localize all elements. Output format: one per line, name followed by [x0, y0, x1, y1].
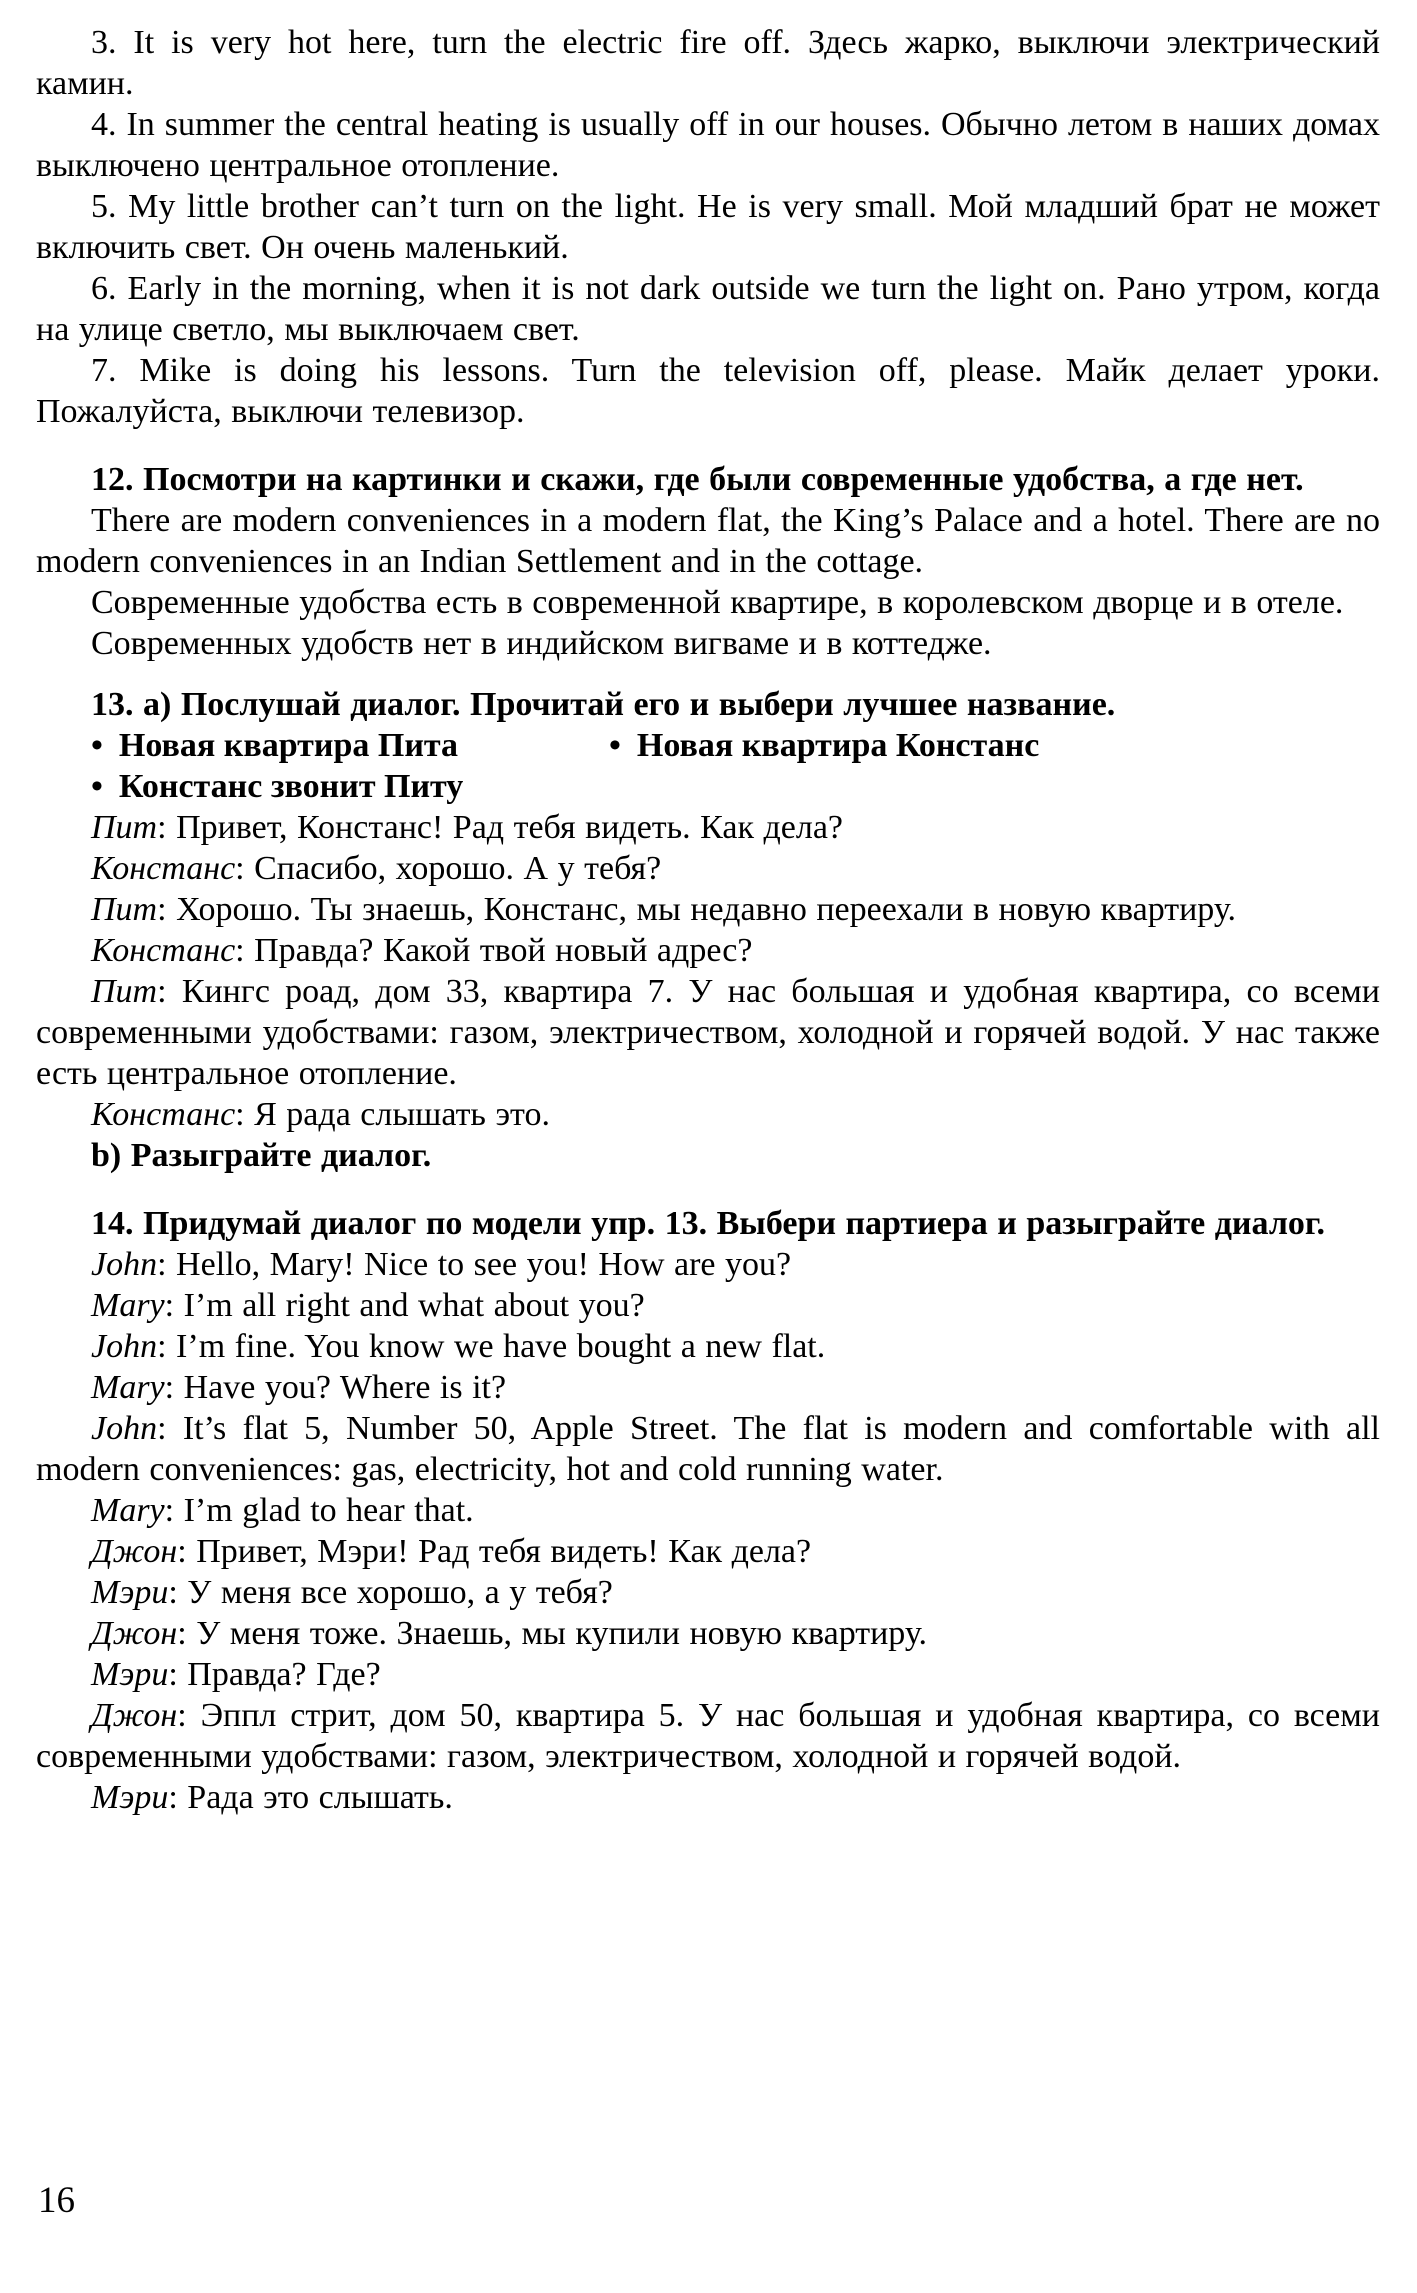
dialog-separator: : [168, 1779, 188, 1816]
dialog-line [36, 1408, 1380, 1490]
dialog-separator: : [157, 809, 177, 846]
exercise-12-heading: 12. Посмотри на картинки и скажи, где были современные удобства, а где нет. [91, 461, 1304, 498]
dialog-text: У меня тоже. Знаешь, мы купили новую квартиру. [196, 1615, 927, 1652]
dialog-text: I’m glad to hear that. [183, 1492, 474, 1529]
dialog-separator: : [164, 1287, 184, 1324]
dialog-line [36, 848, 1380, 889]
dialog-line [36, 889, 1380, 930]
page-number: 16 [38, 2180, 75, 2221]
ex12-paragraph-english: There are modern conveniences in a modern flat, the King’s Palace and a hotel. There are no modern conveniences in an Indian Settlement and in the cottage. [36, 502, 1380, 580]
dialog-separator: : [235, 932, 255, 969]
speaker-name: Мэри [91, 1574, 169, 1611]
title-option-3 [91, 766, 463, 807]
title-option-1 [91, 725, 609, 766]
dialog-separator: : [177, 1533, 197, 1570]
dialog-text: Have you? Where is it? [183, 1369, 507, 1406]
ex12-paragraph-russian-2: Современных удобств нет в индийском вигваме и в коттедже. [91, 625, 992, 662]
dialog-separator: : [157, 891, 177, 928]
dialog-text: Спасибо, хорошо. А у тебя? [254, 850, 662, 887]
exercise-item-4: 4. In summer the central heating is usually off in our houses. Обычно летом в наших домах выключено центральное отопление. [36, 106, 1380, 184]
speaker-name: Пит [91, 891, 158, 928]
speaker-name: Mary [91, 1492, 165, 1529]
dialog-separator: : [164, 1369, 184, 1406]
dialog-text: Привет, Мэри! Рад тебя видеть! Как дела? [196, 1533, 812, 1570]
title-option-1-label: Новая квартира Пита [118, 727, 459, 764]
dialog-line [36, 971, 1380, 1094]
title-option-2-label: Новая квартира Констанс [636, 727, 1040, 764]
speaker-name: Джон [91, 1697, 178, 1734]
speaker-name: Джон [91, 1533, 178, 1570]
textbook-page [36, 22, 1380, 1818]
dialog-text: I’m all right and what about you? [183, 1287, 645, 1324]
dialog-text: Hello, Mary! Nice to see you! How are you? [176, 1246, 792, 1283]
dialog-text: Эппл стрит, дом 50, квартира 5. У нас большая и удобная квартира, со всеми современными удобствами: газом, электричеством, холодной и горячей водой. [36, 1697, 1380, 1775]
title-options-row-2 [36, 766, 1380, 807]
exercise-13b-heading: b) Разыграйте диалог. [91, 1137, 432, 1174]
dialog-separator: : [157, 1328, 177, 1365]
dialog-line [36, 1094, 1380, 1135]
dialog-separator: : [177, 1697, 201, 1734]
dialog-line [36, 1777, 1380, 1818]
dialog-separator: : [168, 1656, 188, 1693]
ex12-paragraph-russian-1: Современные удобства есть в современной квартире, в королевском дворце и в отеле. [91, 584, 1344, 621]
bullet-icon: • [91, 768, 103, 805]
dialog-separator: : [164, 1492, 184, 1529]
exercise-item-3: 3. It is very hot here, turn the electric fire off. Здесь жарко, выключи электрический камин. [36, 24, 1380, 102]
dialog-separator: : [235, 1096, 255, 1133]
dialog-text: Рада это слышать. [187, 1779, 453, 1816]
speaker-name: Пит [91, 809, 158, 846]
exercise-13-heading: 13. а) Послушай диалог. Прочитай его и выбери лучшее название. [91, 686, 1116, 723]
dialog-line [36, 1531, 1380, 1572]
dialog-separator: : [177, 1615, 197, 1652]
speaker-name: Констанс [91, 850, 236, 887]
dialog-text: У меня все хорошо, а у тебя? [187, 1574, 613, 1611]
title-option-2 [609, 725, 1039, 766]
dialog-line [36, 807, 1380, 848]
dialog-separator: : [157, 1410, 183, 1447]
dialog-line [36, 930, 1380, 971]
dialog-line [36, 1654, 1380, 1695]
dialog-separator: : [157, 1246, 177, 1283]
speaker-name: Mary [91, 1369, 165, 1406]
dialog-separator: : [235, 850, 255, 887]
dialog-text: Правда? Какой твой новый адрес? [254, 932, 753, 969]
dialog-text: Правда? Где? [187, 1656, 381, 1693]
bullet-icon: • [609, 727, 621, 764]
exercise-item-5: 5. My little brother can’t turn on the light. He is very small. Мой младший брат не может включить свет. Он очень маленький. [36, 188, 1380, 266]
speaker-name: Констанс [91, 1096, 236, 1133]
speaker-name: John [91, 1410, 158, 1447]
speaker-name: Мэри [91, 1656, 169, 1693]
speaker-name: Mary [91, 1287, 165, 1324]
title-option-3-label: Констанс звонит Питу [118, 768, 464, 805]
dialog-text: It’s flat 5, Number 50, Apple Street. The flat is modern and comfortable with all modern conveniences: gas, electricity, hot and cold running water. [36, 1410, 1380, 1488]
speaker-name: Джон [91, 1615, 178, 1652]
dialog-text: Я рада слышать это. [254, 1096, 550, 1133]
dialog-text: Хорошо. Ты знаешь, Констанс, мы недавно переехали в новую квартиру. [176, 891, 1236, 928]
speaker-name: Констанс [91, 932, 236, 969]
dialog-separator: : [157, 973, 182, 1010]
title-options-row-1 [36, 725, 1380, 766]
dialog-line [36, 1613, 1380, 1654]
dialog-line [36, 1244, 1380, 1285]
dialog-line [36, 1367, 1380, 1408]
speaker-name: Пит [91, 973, 158, 1010]
exercise-item-6: 6. Early in the morning, when it is not dark outside we turn the light on. Рано утром, когда на улице светло, мы выключаем свет. [36, 270, 1380, 348]
dialog-text: Привет, Констанс! Рад тебя видеть. Как дела? [176, 809, 844, 846]
dialog-line [36, 1326, 1380, 1367]
dialog-line [36, 1572, 1380, 1613]
exercise-item-7: 7. Mike is doing his lessons. Turn the television off, please. Майк делает уроки. Пожалуйста, выключи телевизор. [36, 352, 1380, 430]
exercise-14-heading: 14. Придумай диалог по модели упр. 13. Выбери партиера и разыграйте диалог. [91, 1205, 1326, 1242]
dialog-line [36, 1490, 1380, 1531]
dialog-text: I’m fine. You know we have bought a new flat. [176, 1328, 826, 1365]
speaker-name: John [91, 1246, 158, 1283]
dialog-line [36, 1695, 1380, 1777]
bullet-icon: • [91, 727, 103, 764]
dialog-separator: : [168, 1574, 188, 1611]
speaker-name: Мэри [91, 1779, 169, 1816]
dialog-line [36, 1285, 1380, 1326]
speaker-name: John [91, 1328, 158, 1365]
dialog-text: Кингс роад, дом 33, квартира 7. У нас большая и удобная квартира, со всеми современными удобствами: газом, электричеством, холодной и горячей водой. У нас также есть центральное отопление. [36, 973, 1380, 1092]
